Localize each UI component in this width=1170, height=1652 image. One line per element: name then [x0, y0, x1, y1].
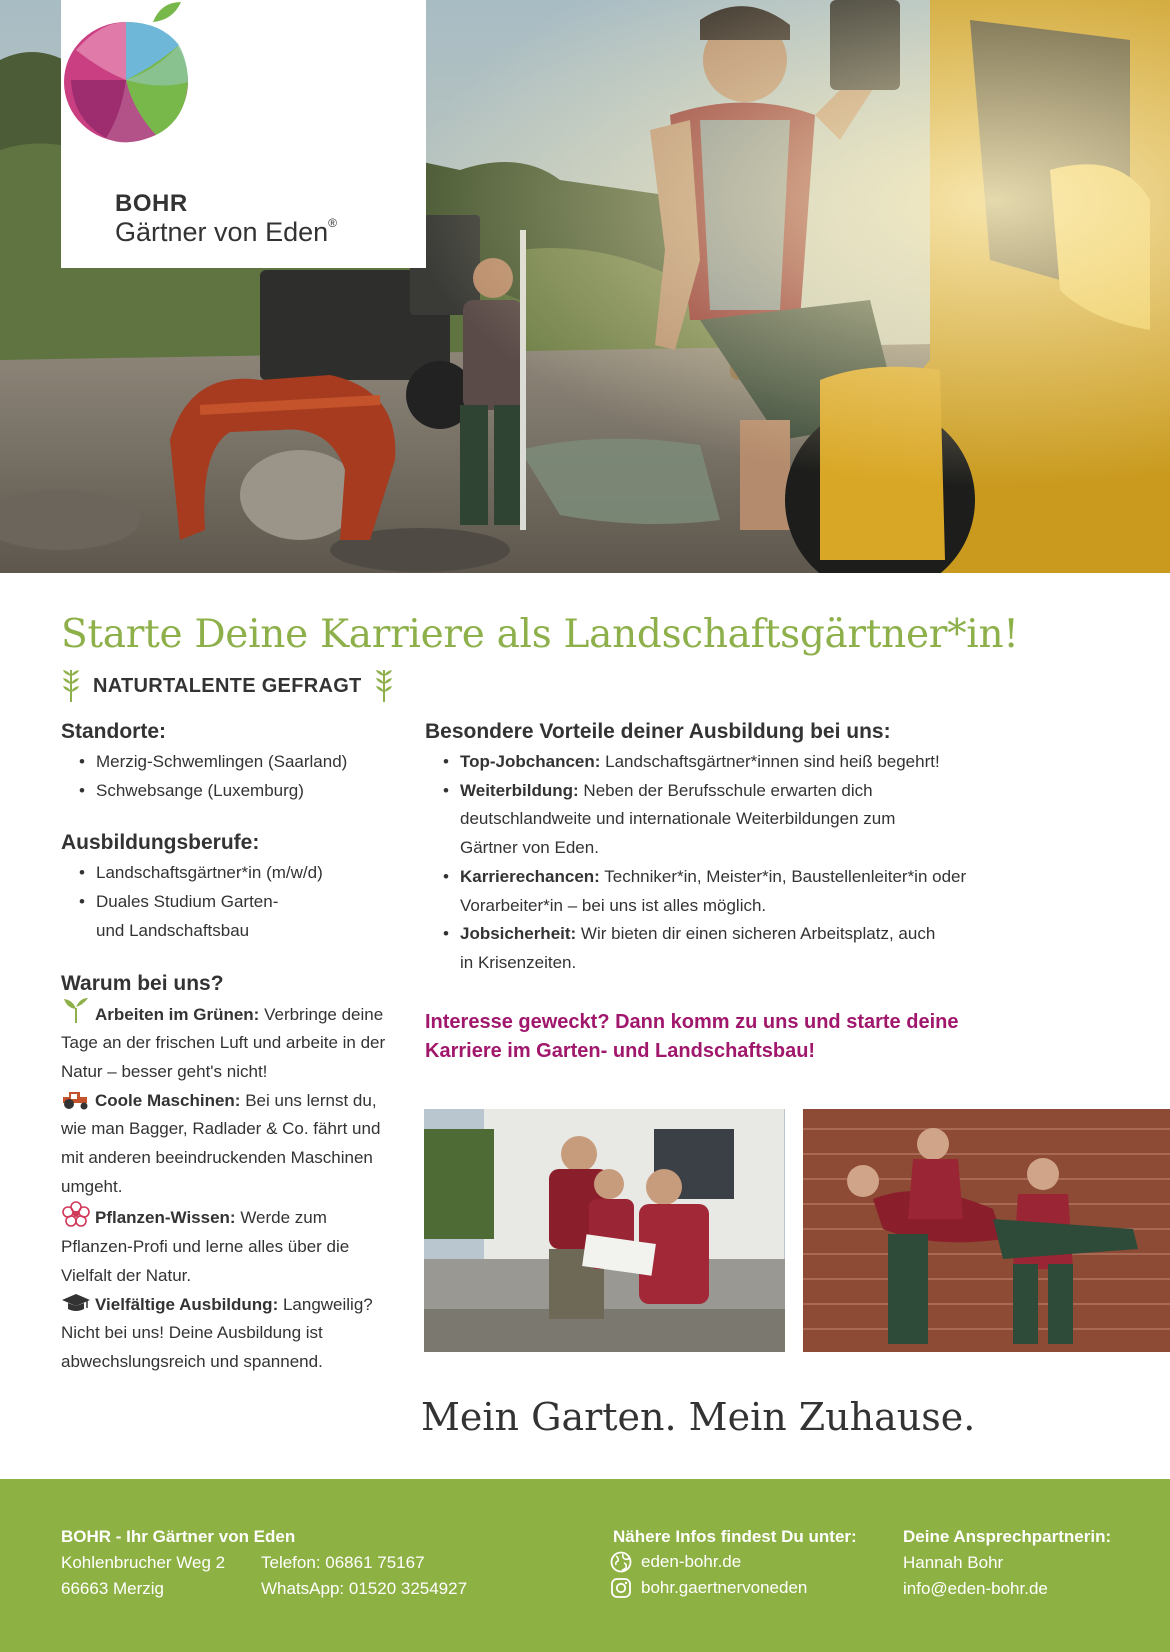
list-item-line: Duales Studium Garten-: [96, 892, 279, 912]
instagram-icon: [610, 1577, 632, 1599]
list-item: • Landschaftsgärtner*in (m/w/d): [79, 859, 391, 888]
why-item-text: Langweilig? Nicht bei uns! Deine Ausbildung ist abwechslungsreich und spannend.: [61, 1294, 373, 1371]
logo-brand-subtitle: [115, 217, 337, 248]
flower-icon: [61, 1201, 91, 1227]
footer-whatsapp[interactable]: WhatsApp: 01520 3254927: [261, 1579, 468, 1598]
why-item-label: Vielfältige Ausbildung:: [95, 1294, 279, 1314]
benefit-text: Wir bieten dir einen sicheren Arbeitsplatz, auch in Krisenzeiten.: [460, 924, 936, 972]
call-to-action: Interesse geweckt? Dann komm zu uns und starte deine Karriere im Garten- und Landschaftsbau!: [425, 1011, 959, 1062]
footer-company: BOHR - Ihr Gärtner von Eden: [61, 1527, 296, 1546]
tractor-icon: [61, 1088, 91, 1110]
apple-logo-icon: [61, 0, 201, 145]
list-item: [79, 888, 391, 945]
why-heading: Warum bei uns?: [61, 971, 224, 995]
herb-sprig-icon: [374, 668, 394, 704]
footer-info-heading: Nähere Infos findest Du unter:: [613, 1527, 857, 1546]
why-item-text: Bei uns lernst du, wie man Bagger, Radlader & Co. fährt und mit anderen beeindruckenden Maschinen umgeht.: [61, 1090, 381, 1196]
logo-brand-name: BOHR: [115, 190, 188, 217]
tagline-row: [61, 668, 394, 704]
footer: [0, 1479, 1170, 1652]
professions-list: [79, 859, 391, 945]
professions-section: [61, 831, 391, 945]
list-item: [443, 777, 1008, 863]
registered-mark: ®: [328, 216, 337, 230]
logo-box: [61, 0, 426, 268]
why-item-label: Coole Maschinen:: [95, 1090, 241, 1110]
team-photo-planning: [424, 1109, 785, 1352]
footer-contact-email[interactable]: info@eden-bohr.de: [903, 1579, 1048, 1598]
benefit-label: Weiterbildung:: [460, 780, 579, 800]
herb-sprig-icon: [61, 668, 81, 704]
why-section: [61, 972, 391, 1377]
benefit-text: Landschaftsgärtner*innen sind heiß begehrt!: [600, 752, 940, 771]
locations-section: [61, 720, 391, 805]
footer-street: Kohlenbrucher Weg 2: [61, 1553, 226, 1572]
right-column: [425, 720, 1025, 978]
why-item-label: Arbeiten im Grünen:: [95, 1004, 260, 1024]
footer-contact-name: Hannah Bohr: [903, 1553, 1004, 1572]
hero-photo: [0, 0, 1170, 573]
why-item-text: Werde zum Pflanzen-Profi und lerne alles über die Vielfalt der Natur.: [61, 1208, 350, 1285]
benefit-label: Jobsicherheit:: [460, 924, 577, 944]
why-item: [61, 1201, 391, 1290]
photo-illustration: [803, 1109, 1170, 1352]
professions-heading: Ausbildungsberufe:: [61, 831, 260, 855]
left-column: [61, 720, 391, 1377]
instagram-text: bohr.gaertnervoneden: [641, 1578, 808, 1597]
list-item-line: und Landschaftsbau: [96, 920, 250, 940]
list-item: [443, 748, 1008, 777]
why-item: [61, 996, 391, 1087]
graduation-cap-icon: [61, 1292, 91, 1314]
footer-phone[interactable]: Telefon: 06861 75167: [261, 1553, 425, 1572]
locations-heading: Standorte:: [61, 720, 166, 743]
benefits-heading: Besondere Vorteile deiner Ausbildung bei uns:: [425, 720, 891, 743]
team-photo-brick-wall: [803, 1109, 1170, 1352]
sprout-icon: [61, 996, 91, 1024]
globe-icon: [610, 1551, 632, 1573]
benefit-text: Neben der Berufsschule erwarten dich deutschlandweite und internationale Weiterbildungen zum Gärtner von Eden.: [460, 780, 896, 858]
website-text: eden-bohr.de: [641, 1552, 742, 1571]
photo-illustration: [424, 1109, 785, 1352]
why-item: [61, 1087, 391, 1202]
tagline: NATURTALENTE GEFRAGT: [93, 674, 362, 697]
footer-website-link[interactable]: [610, 1551, 741, 1573]
benefits-list: [443, 748, 1008, 978]
locations-list: [79, 748, 391, 805]
benefit-label: Top-Jobchancen:: [460, 752, 601, 771]
footer-contact-heading: Deine Ansprechpartnerin:: [903, 1527, 1112, 1546]
why-item-label: Pflanzen-Wissen:: [95, 1208, 236, 1228]
list-item: • Schwebsange (Luxemburg): [79, 777, 391, 806]
list-item: • Merzig-Schwemlingen (Saarland): [79, 748, 391, 777]
slogan: Mein Garten. Mein Zuhause.: [421, 1395, 976, 1439]
benefit-label: Karrierechancen:: [460, 866, 600, 886]
logo-subtitle-text: Gärtner von Eden: [115, 217, 329, 247]
list-item: [443, 863, 1008, 920]
why-item: [61, 1291, 391, 1377]
benefit-text: Techniker*in, Meister*in, Baustellenleiter*in oder Vorarbeiter*in – bei uns ist alles möglich.: [460, 866, 967, 915]
why-item-text: Verbringe deine Tage an der frischen Luft und arbeite in der Natur – besser geht's nicht!: [61, 1004, 386, 1081]
footer-instagram-link[interactable]: [610, 1577, 807, 1599]
page-title: Starte Deine Karriere als Landschaftsgärtner*in!: [61, 612, 1019, 657]
footer-city: 66663 Merzig: [61, 1579, 165, 1598]
list-item: [443, 920, 1008, 977]
